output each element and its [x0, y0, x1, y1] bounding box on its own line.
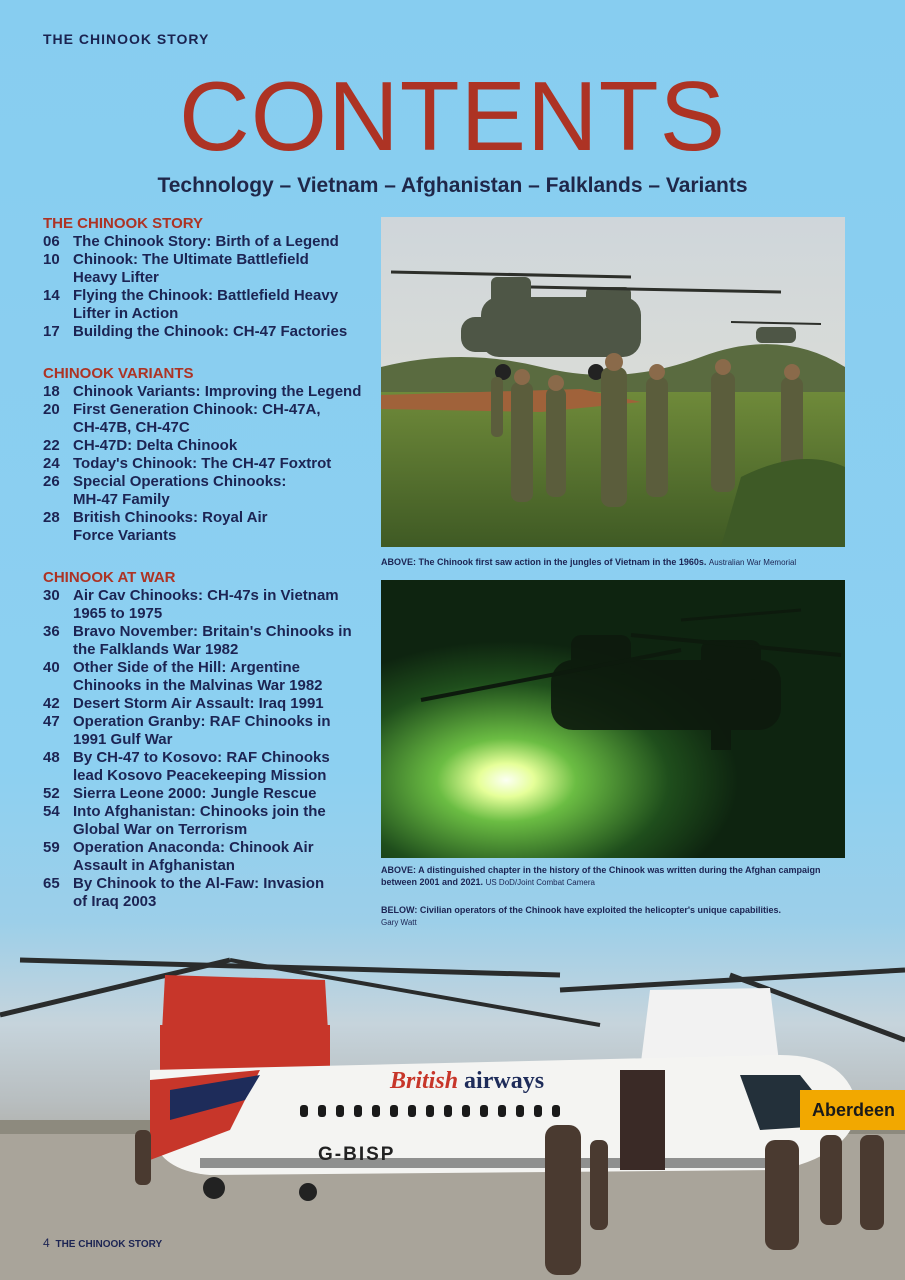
toc-section: [43, 365, 363, 545]
toc-entry-line: Force Variants: [73, 527, 177, 544]
toc-page-number: 28: [43, 509, 60, 526]
toc-entry-title: [73, 437, 363, 455]
toc-entry-line: CH-47D: Delta Chinook: [73, 437, 238, 454]
toc-entry-line: 1991 Gulf War: [73, 731, 173, 748]
toc-section-heading: THE CHINOOK STORY: [43, 215, 204, 232]
toc-entry[interactable]: [43, 695, 363, 713]
toc-entry[interactable]: [43, 785, 363, 803]
toc-entry-title: [73, 623, 363, 659]
toc-section: [43, 569, 363, 911]
toc-entry[interactable]: [43, 437, 363, 455]
toc-entry-title: [73, 785, 363, 803]
toc-entry-line: Operation Granby: RAF Chinooks in: [73, 713, 331, 730]
toc-entry-line: British Chinooks: Royal Air: [73, 509, 268, 526]
toc-page-number: 14: [43, 287, 60, 304]
toc-entry-title: [73, 287, 363, 323]
toc-entry-title: [73, 251, 363, 287]
toc-entry[interactable]: [43, 251, 363, 287]
toc-entry-line: Into Afghanistan: Chinooks join the: [73, 803, 326, 820]
toc-page-number: 48: [43, 749, 60, 766]
toc-entry-title: [73, 473, 363, 509]
toc-page-number: 18: [43, 383, 60, 400]
toc-entry-line: Bravo November: Britain's Chinooks in: [73, 623, 352, 640]
toc-entry-line: lead Kosovo Peacekeeping Mission: [73, 767, 327, 784]
toc-entry-title: [73, 659, 363, 695]
toc-entry-title: [73, 695, 363, 713]
toc-entry-line: Other Side of the Hill: Argentine: [73, 659, 300, 676]
toc-entry-title: [73, 875, 363, 911]
toc-entry[interactable]: [43, 875, 363, 911]
toc-page-number: 24: [43, 455, 60, 472]
toc-entry-title: [73, 749, 363, 785]
toc-page-number: 40: [43, 659, 60, 676]
photo1-caption-text: ABOVE: The Chinook first saw action in the jungles of Vietnam in the 1960s.: [381, 557, 707, 567]
toc-entry-line: MH-47 Family: [73, 491, 170, 508]
toc-entry[interactable]: [43, 749, 363, 785]
toc-entry-title: [73, 713, 363, 749]
toc-section-heading: CHINOOK VARIANTS: [43, 365, 194, 382]
toc-entry-line: 1965 to 1975: [73, 605, 163, 622]
vietnam-photo-art: [381, 217, 845, 547]
toc-entry-line: Today's Chinook: The CH-47 Foxtrot: [73, 455, 332, 472]
toc-page-number: 06: [43, 233, 60, 250]
toc-entry-line: Chinook Variants: Improving the Legend: [73, 383, 362, 400]
photo3-caption-text: BELOW: Civilian operators of the Chinook have exploited the helicopter's unique capabilities.: [381, 905, 782, 915]
toc-entry[interactable]: [43, 509, 363, 545]
toc-page-number: 65: [43, 875, 60, 892]
toc-entry-title: [73, 509, 363, 545]
toc-entry-line: Heavy Lifter: [73, 269, 159, 286]
toc-entry[interactable]: [43, 323, 363, 341]
toc-entry-title: [73, 383, 363, 401]
toc-entry-title: [73, 839, 363, 875]
toc-entry-line: The Chinook Story: Birth of a Legend: [73, 233, 339, 250]
toc-entry-line: Sierra Leone 2000: Jungle Rescue: [73, 785, 317, 802]
toc-section-heading: CHINOOK AT WAR: [43, 569, 176, 586]
toc-entry[interactable]: [43, 401, 363, 437]
toc-entry-line: By CH-47 to Kosovo: RAF Chinooks: [73, 749, 330, 766]
toc-entry-line: Building the Chinook: CH-47 Factories: [73, 323, 348, 340]
toc-entry[interactable]: [43, 587, 363, 623]
toc-entry[interactable]: [43, 473, 363, 509]
toc-entry-line: Chinook: The Ultimate Battlefield: [73, 251, 309, 268]
toc-entry-title: [73, 401, 363, 437]
afghanistan-photo: [381, 580, 845, 858]
toc-entry-title: [73, 587, 363, 623]
truck-lettering: Aberdeen: [812, 1100, 896, 1120]
toc-page-number: 52: [43, 785, 60, 802]
toc-page-number: 59: [43, 839, 60, 856]
toc-page-number: 17: [43, 323, 60, 340]
livery-british: British airways: [390, 1068, 545, 1094]
running-head: THE CHINOOK STORY: [43, 31, 210, 47]
photo2-credit: US DoD/Joint Combat Camera: [485, 878, 595, 887]
toc-page-number: 22: [43, 437, 60, 454]
toc-entry-line: of Iraq 2003: [73, 893, 157, 910]
toc-entry-line: Chinooks in the Malvinas War 1982: [73, 677, 323, 694]
toc-entry-line: Assault in Afghanistan: [73, 857, 235, 874]
toc-entry-line: First Generation Chinook: CH-47A,: [73, 401, 321, 418]
civil-chinook-art: [0, 930, 905, 1280]
toc-entry-line: Flying the Chinook: Battlefield Heavy: [73, 287, 339, 304]
toc-entry[interactable]: [43, 839, 363, 875]
toc-entry[interactable]: [43, 233, 363, 251]
photo3-credit: Gary Watt: [381, 918, 417, 927]
table-of-contents: [43, 215, 363, 935]
toc-entry-line: By Chinook to the Al-Faw: Invasion: [73, 875, 325, 892]
toc-entry-line: Desert Storm Air Assault: Iraq 1991: [73, 695, 324, 712]
toc-entry[interactable]: [43, 659, 363, 695]
toc-entry[interactable]: [43, 713, 363, 749]
toc-entry-title: [73, 803, 363, 839]
toc-entry-line: CH-47B, CH-47C: [73, 419, 190, 436]
civil-chinook-photo: [0, 930, 905, 1280]
toc-entry-line: Air Cav Chinooks: CH-47s in Vietnam: [73, 587, 339, 604]
toc-entry-line: Special Operations Chinooks:: [73, 473, 287, 490]
toc-entry-line: Global War on Terrorism: [73, 821, 248, 838]
toc-entry-line: Operation Anaconda: Chinook Air: [73, 839, 314, 856]
toc-page-number: 54: [43, 803, 60, 820]
toc-page-number: 10: [43, 251, 60, 268]
photo1-credit: Australian War Memorial: [708, 558, 797, 567]
vietnam-photo: [381, 217, 845, 547]
toc-entry-line: Lifter in Action: [73, 305, 179, 322]
photo3-caption: [381, 904, 845, 929]
photo2-caption-text: ABOVE: A distinguished chapter in the history of the Chinook was written during the Afghan campaign between 2001 and 2021.: [381, 865, 821, 887]
toc-entry-title: [73, 455, 363, 473]
toc-page-number: 20: [43, 401, 60, 418]
registration-mark: G-BISP: [318, 1144, 396, 1165]
toc-section: [43, 215, 363, 341]
toc-page-number: 26: [43, 473, 60, 490]
toc-entry[interactable]: [43, 287, 363, 323]
afghanistan-photo-art: [381, 580, 845, 858]
toc-entry[interactable]: [43, 623, 363, 659]
toc-entry[interactable]: [43, 803, 363, 839]
toc-page-number: 36: [43, 623, 60, 640]
toc-entry[interactable]: [43, 455, 363, 473]
toc-entry-title: [73, 323, 363, 341]
page-footer: [43, 1236, 162, 1250]
toc-entry-title: [73, 233, 363, 251]
page-title: CONTENTS: [179, 61, 726, 171]
photo2-caption: [381, 864, 845, 889]
toc-page-number: 47: [43, 713, 60, 730]
subtitle: Technology – Vietnam – Afghanistan – Falklands – Variants: [157, 174, 748, 197]
footer-title: THE CHINOOK STORY: [55, 1239, 163, 1250]
photo1-caption: [381, 556, 845, 569]
page-number: 4: [43, 1236, 50, 1250]
toc-entry-line: the Falklands War 1982: [73, 641, 239, 658]
toc-page-number: 42: [43, 695, 60, 712]
toc-entry[interactable]: [43, 383, 363, 401]
toc-page-number: 30: [43, 587, 60, 604]
